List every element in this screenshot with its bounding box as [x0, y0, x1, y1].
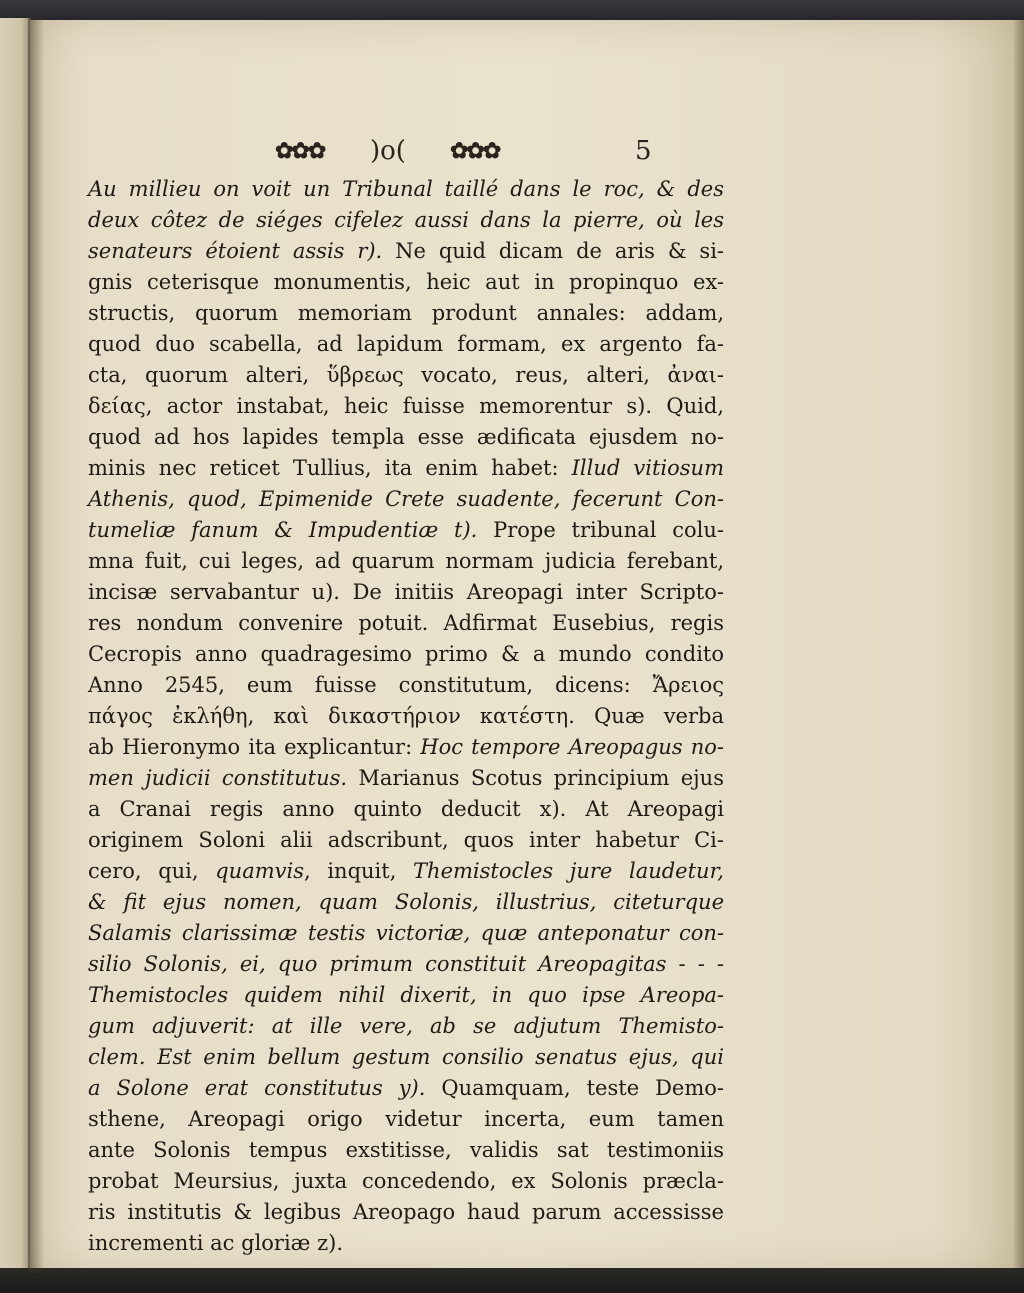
text-line: [88, 887, 724, 918]
italic-run: tumeliæ fanum & Impudentiæ t).: [88, 518, 478, 542]
text-run: ante Solonis tempus exstitisse, validis sat testimoniis: [88, 1138, 724, 1162]
italic-run: men judicii constitutus.: [88, 766, 348, 790]
text-run: Ne quid dicam de aris & si-: [382, 239, 725, 263]
text-line: [88, 825, 724, 856]
text-line: [88, 546, 724, 577]
italic-run: quamvis: [215, 859, 304, 883]
text-line: [88, 1042, 724, 1073]
italic-run: Athenis, quod, Epimenide Crete suadente, fecerunt Con-: [88, 487, 724, 511]
text-line: [88, 980, 724, 1011]
text-run: ris institutis & legibus Areopago haud parum accessisse: [88, 1200, 724, 1224]
text-line: [88, 329, 724, 360]
text-line: [88, 484, 724, 515]
text-run: originem Soloni alii adscribunt, quos inter habetur Ci-: [88, 828, 724, 852]
italic-run: a Solone erat constitutus y).: [88, 1076, 426, 1100]
text-run: quod ad hos lapides templa esse ædificata ejusdem no-: [88, 425, 724, 449]
italic-run: deux côtez de siéges cifelez aussi dans la pierre, où les: [88, 208, 724, 232]
italic-run: senateurs étoient assis r).: [88, 239, 383, 263]
book-page: [30, 20, 1014, 1272]
italic-run: Salamis clarissimæ testis victoriæ, quæ anteponatur con-: [88, 921, 724, 945]
text-line: [88, 174, 724, 205]
text-run: a Cranai regis anno quinto deducit x). At Areopagi: [88, 797, 724, 821]
text-run: Quamquam, teste Demo-: [425, 1076, 724, 1100]
running-header: [30, 130, 1014, 170]
ornament-right-icon: ✿✿✿: [450, 138, 500, 164]
text-line: [88, 298, 724, 329]
text-line: [88, 1135, 724, 1166]
text-line: [88, 856, 724, 887]
text-run: sthene, Areopagi origo videtur incerta, eum tamen: [88, 1107, 724, 1131]
italic-run: Themistocles jure laudetur,: [413, 859, 724, 883]
text-line: [88, 1197, 724, 1228]
text-line: [88, 794, 724, 825]
text-line: [88, 1166, 724, 1197]
text-line: [88, 267, 724, 298]
text-line: [88, 918, 724, 949]
text-run: Cecropis anno quadragesimo primo & a mundo condito: [88, 642, 724, 666]
text-line: [88, 577, 724, 608]
italic-run: Hoc tempore Areopagus no-: [420, 735, 724, 759]
text-line: [88, 639, 724, 670]
text-line: [88, 732, 724, 763]
text-line: [88, 763, 724, 794]
spine-shadow: [28, 18, 44, 1273]
text-line: [88, 1011, 724, 1042]
book-binding-top: [0, 0, 1024, 22]
text-line: [88, 670, 724, 701]
text-run: minis nec reticet Tullius, ita enim habet:: [88, 456, 572, 480]
text-line: [88, 360, 724, 391]
text-run: Prope tribunal colu-: [477, 518, 724, 542]
text-run: structis, quorum memoriam produnt annales: addam,: [88, 301, 724, 325]
italic-run: & fit ejus nomen, quam Solonis, illustrius, citeturque: [88, 890, 724, 914]
page-edge-right: [1014, 20, 1024, 1272]
italic-run: Illud vitiosum: [571, 456, 724, 480]
text-line: [88, 515, 724, 546]
text-run: ab Hieronymo ita explicantur:: [88, 735, 421, 759]
ornament-left-icon: ✿✿✿: [275, 138, 325, 164]
text-run: quod duo scabella, ad lapidum formam, ex argento fa-: [88, 332, 724, 356]
left-page-edge: [0, 18, 31, 1273]
text-run: Marianus Scotus principium ejus: [347, 766, 724, 790]
italic-run: gum adjuverit: at ille vere, ab se adjutum Themisto-: [88, 1014, 724, 1038]
text-run: Anno 2545, eum fuisse constitutum, dicens: Ἄρειος: [88, 673, 724, 697]
italic-run: Au millieu on voit un Tribunal taillé dans le roc, & des: [88, 177, 724, 201]
text-line: [88, 236, 724, 267]
text-run: δείας, actor instabat, heic fuisse memorentur s). Quid,: [88, 394, 724, 418]
text-line: [88, 391, 724, 422]
text-run: incrementi ac gloriæ z).: [88, 1231, 344, 1255]
text-line: [88, 422, 724, 453]
italic-run: clem. Est enim bellum gestum consilio senatus ejus, qui: [88, 1045, 724, 1069]
text-line: [88, 453, 724, 484]
header-mark: )o(: [370, 136, 406, 166]
page-number: 5: [635, 136, 652, 166]
text-line: [88, 1228, 724, 1259]
text-line: [88, 1073, 724, 1104]
text-run: , inquit,: [304, 859, 414, 883]
italic-run: Themistocles quidem nihil dixerit, in quo ipse Areopa-: [88, 983, 724, 1007]
text-line: [88, 608, 724, 639]
text-run: probat Meursius, juxta concedendo, ex Solonis præcla-: [88, 1169, 724, 1193]
text-run: res nondum convenire potuit. Adfirmat Eusebius, regis: [88, 611, 724, 635]
text-line: [88, 205, 724, 236]
body-text: [88, 174, 724, 1259]
text-line: [88, 949, 724, 980]
italic-run: silio Solonis, ei, quo primum constituit Areopagitas - - -: [88, 952, 724, 976]
text-run: cta, quorum alteri, ὕβρεως vocato, reus, alteri, ἀναι-: [88, 363, 724, 387]
text-run: cero, qui,: [88, 859, 216, 883]
text-run: mna fuit, cui leges, ad quarum normam judicia ferebant,: [88, 549, 724, 573]
text-run: πάγος ἐκλήθη, καὶ δικαστήριον κατέστη. Quæ verba: [88, 704, 724, 728]
text-run: gnis ceterisque monumentis, heic aut in propinquo ex-: [88, 270, 724, 294]
text-line: [88, 1104, 724, 1135]
text-line: [88, 701, 724, 732]
text-run: incisæ servabantur u). De initiis Areopagi inter Scripto-: [88, 580, 724, 604]
book-binding-bottom: [0, 1268, 1024, 1293]
